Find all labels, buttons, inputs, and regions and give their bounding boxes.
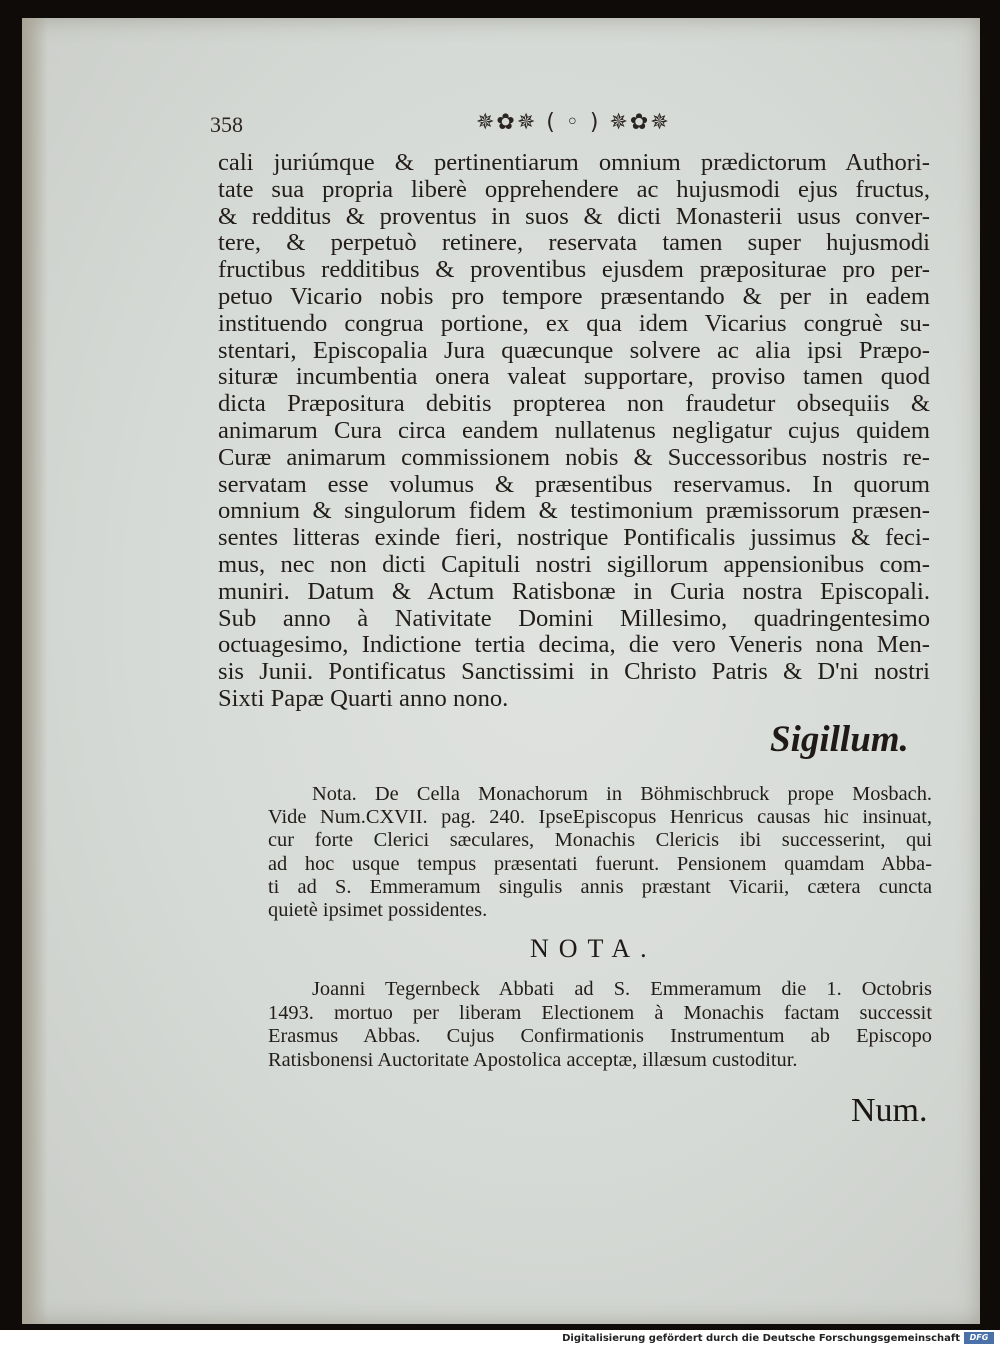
note-line: cur forte Clerici sæculares, Monachis Clericis ibi successerint, qui	[268, 829, 932, 852]
page-number: 358	[210, 112, 243, 137]
text-line: tere, & perpetuò retinere, reservata tamen super hujusmodi	[218, 229, 930, 257]
text-line: Sub anno à Nativitate Domini Millesimo, quadringentesimo	[218, 604, 930, 632]
charter-text	[218, 150, 930, 713]
dfg-logo-icon: DFG	[964, 1332, 994, 1344]
text-line: tate sua propria liberè opprehendere ac hujusmodi ejus fructus,	[218, 175, 930, 203]
text-line: muniri. Datum & Actum Ratisbonæ in Curia nostra Episcopali.	[218, 577, 930, 605]
header-ornament: ✵✿✵ ( ◦ ) ✵✿✵	[476, 110, 671, 135]
text-line: omnium & singulorum fidem & testimonium præmissorum præsen-	[218, 497, 930, 525]
text-line: Curæ animarum commissionem nobis & Successoribus nostris re-	[218, 443, 930, 471]
text-line: dicta Præpositura debitis propterea non fraudetur obsequiis &	[218, 390, 930, 418]
note-line: Ratisbonensi Auctoritate Apostolica acceptæ, illæsum custoditur.	[268, 1048, 798, 1071]
text-line: instituendo congrua portione, ex qua idem Vicarius congruè su-	[218, 309, 930, 337]
note-line: Joanni Tegernbeck Abbati ad S. Emmeramum die 1. Octobris	[312, 978, 932, 1000]
page-header	[210, 112, 930, 142]
text-line: petuo Vicario nobis pro tempore præsentando & per in eadem	[218, 282, 930, 310]
note-line: Vide Num.CXVII. pag. 240. IpseEpiscopus Henricus causas hic insinuat,	[268, 806, 932, 829]
text-line: cali juriúmque & pertinentiarum omnium prædictorum Authori-	[218, 149, 930, 176]
note-line: Erasmus Abbas. Cujus Confirmationis Instrumentum ab Episcopo	[268, 1025, 932, 1048]
page-gutter-shadow	[22, 18, 48, 1324]
text-line: sentes litteras exinde fieri, nostrique Pontificalis jussimus & feci-	[218, 524, 930, 552]
note-line: quietè ipsimet possidentes.	[268, 899, 488, 922]
text-line: servatam esse volumus & præsentibus reservamus. In quorum	[218, 470, 930, 498]
text-line: mus, nec non dicti Capituli nostri sigillorum appensionibus com-	[218, 550, 930, 578]
text-line: sis Junii. Pontificatus Sanctissimi in Christo Patris & D'ni nostri	[218, 658, 930, 686]
catchword: Num.	[851, 1092, 928, 1129]
note-line: ti ad S. Emmeramum singulis annis præstant Vicarii, cætera cuncta	[268, 875, 932, 898]
text-line: octuagesimo, Indictione tertia decima, die vero Veneris nona Men-	[218, 631, 930, 659]
footer-credit: Digitalisierung gefördert durch die Deutsche Forschungsgemeinschaft	[562, 1333, 960, 1344]
text-line: Sixti Papæ Quarti anno nono.	[218, 684, 509, 712]
text-line: & redditus & proventus in suos & dicti Monasterii usus conver-	[218, 202, 930, 230]
note-tegernbeck	[268, 978, 932, 1072]
note-line: Nota. De Cella Monachorum in Böhmischbruck prope Mosbach.	[312, 783, 932, 805]
text-line: fructibus redditibus & proventibus ejusdem præpositurae pro per-	[218, 256, 930, 284]
note-cella-monachorum	[268, 783, 932, 922]
nota-heading: NOTA.	[530, 934, 657, 963]
note-line: ad hoc usque tempus præsentati fuerunt. Pensionem quamdam Abba-	[268, 852, 932, 875]
text-line: stentari, Episcopalia Jura quæcunque solvere ac alia ipsi Præpo-	[218, 336, 930, 364]
text-line: situræ incumbentia onera valeat supportare, proviso tamen quod	[218, 363, 930, 391]
seal-label: Sigillum.	[770, 719, 909, 760]
text-line: animarum Cura circa eandem nullatenus negligatur cujus quidem	[218, 416, 930, 444]
note-line: 1493. mortuo per liberam Electionem à Monachis factam successit	[268, 1001, 932, 1024]
